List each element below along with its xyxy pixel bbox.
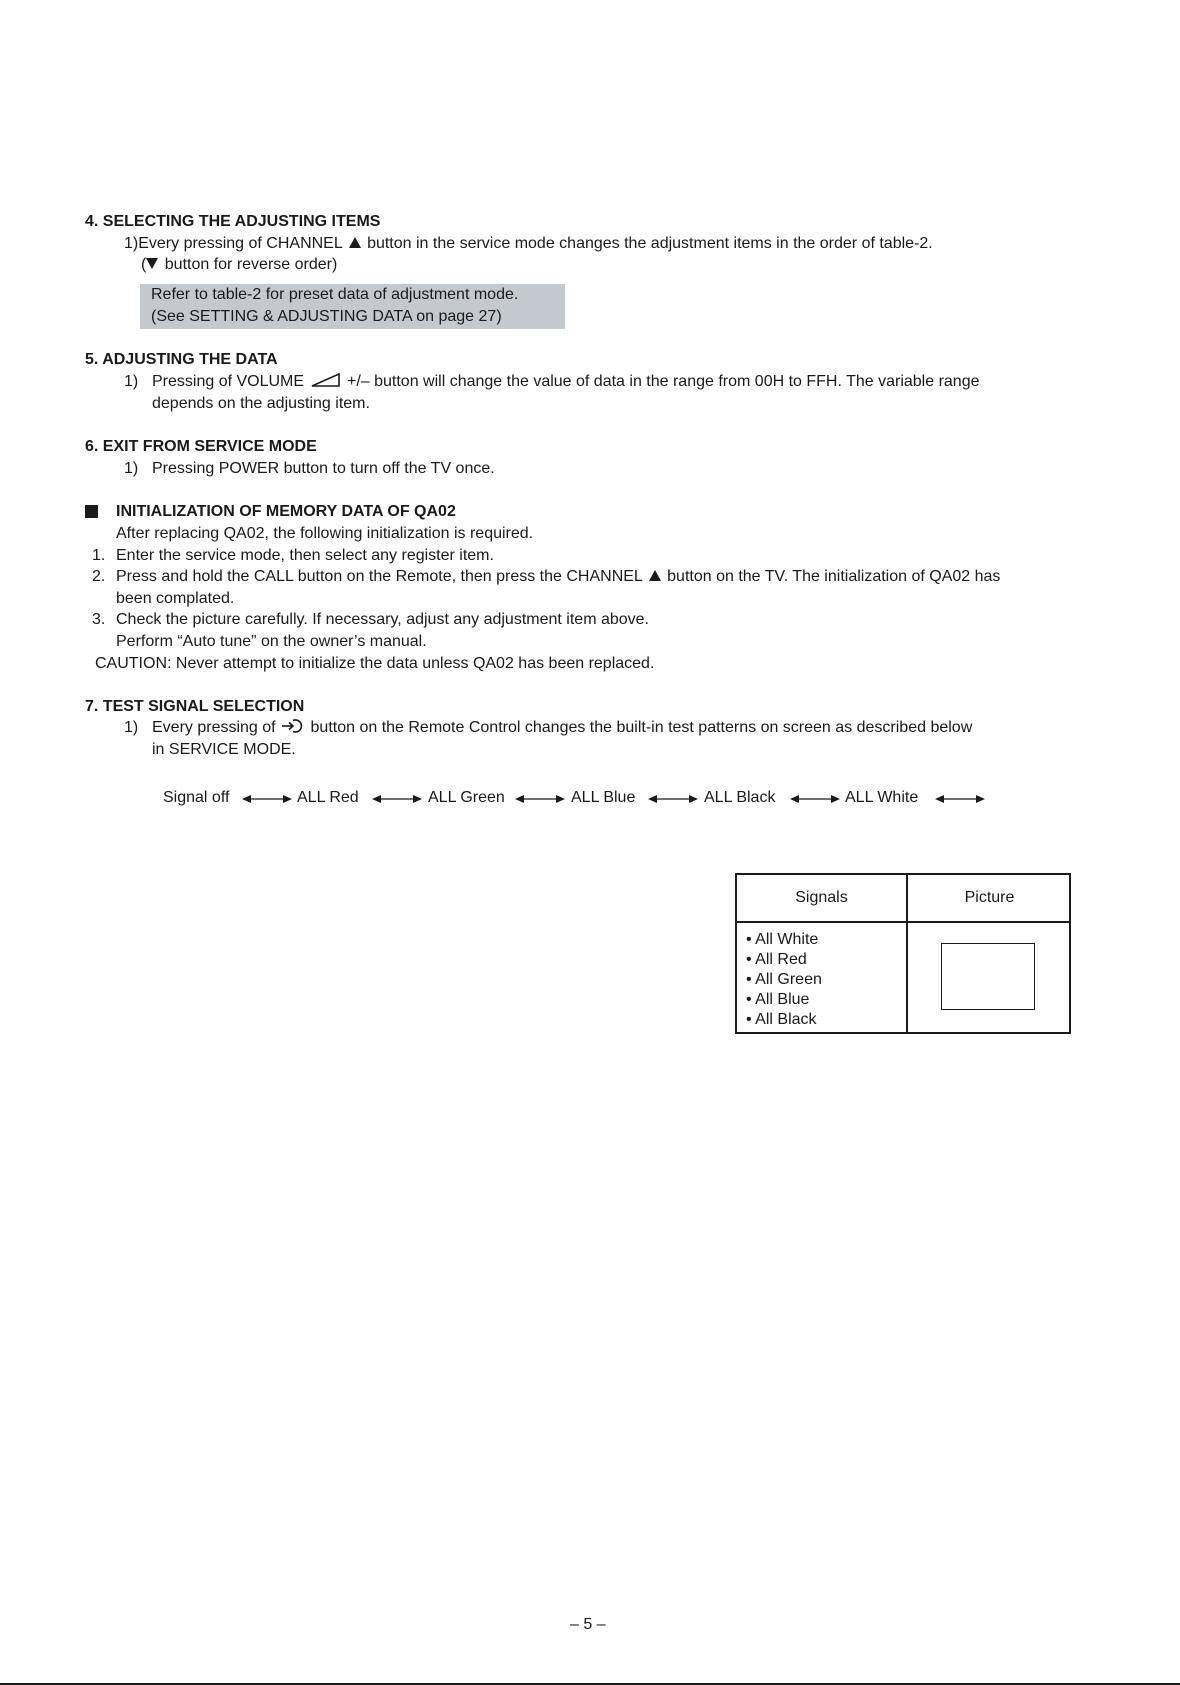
flow-signal-off: Signal off xyxy=(163,789,230,806)
section-5-title: 5. ADJUSTING THE DATA xyxy=(85,351,278,368)
init-step-2-num: 2. xyxy=(92,568,106,585)
double-arrow-icon xyxy=(372,793,422,805)
init-step-3-num: 3. xyxy=(92,611,106,628)
double-arrow-icon xyxy=(515,793,565,805)
double-arrow-icon xyxy=(648,793,698,805)
section-4-line-1 xyxy=(124,233,933,255)
section-5-line-1-post: +/– button will change the value of data in the range from 00H to FFH. The variable range xyxy=(346,373,980,390)
double-arrow-icon xyxy=(242,793,292,805)
init-step-3: Check the picture carefully. If necessary, adjust any adjustment item above. xyxy=(116,611,649,628)
section-4-title: 4. SELECTING THE ADJUSTING ITEMS xyxy=(85,213,381,230)
init-step-2 xyxy=(116,566,1000,588)
init-caution: CAUTION: Never attempt to initialize the data unless QA02 has been replaced. xyxy=(95,655,655,672)
flow-all-green: ALL Green xyxy=(428,789,505,806)
section-5-num: 1) xyxy=(124,373,139,390)
section-7-title: 7. TEST SIGNAL SELECTION xyxy=(85,698,305,715)
section-4-line-2-pre: ( xyxy=(141,256,147,273)
section-5-line-2: depends on the adjusting item. xyxy=(152,395,370,412)
input-select-icon xyxy=(281,718,305,734)
section-5-line-1-pre: Pressing of VOLUME xyxy=(152,373,305,390)
double-arrow-icon xyxy=(790,793,840,805)
section-4-line-2-post: button for reverse order) xyxy=(164,256,338,273)
section-4-line-1-pre: 1)Every pressing of CHANNEL xyxy=(124,235,343,252)
section-7-line-1-post: button on the Remote Control changes the built-in test patterns on screen as described below xyxy=(310,719,973,736)
init-title: INITIALIZATION OF MEMORY DATA OF QA02 xyxy=(116,503,456,520)
init-intro: After replacing QA02, the following initialization is required. xyxy=(116,525,534,542)
init-step-2-pre: Press and hold the CALL button on the Remote, then press the CHANNEL xyxy=(116,568,643,585)
section-6-num: 1) xyxy=(124,460,139,477)
flow-all-red: ALL Red xyxy=(297,789,359,806)
channel-down-icon xyxy=(146,258,158,269)
section-7-line-1 xyxy=(152,717,972,739)
init-step-2-cont: been complated. xyxy=(116,590,235,607)
picture-screen-box xyxy=(941,943,1035,1010)
double-arrow-icon xyxy=(935,793,985,805)
table-header-signals: Signals xyxy=(795,889,848,906)
channel-up-icon xyxy=(349,237,361,248)
signal-item: • All White xyxy=(746,931,819,948)
volume-icon xyxy=(311,373,341,387)
section-6-line-1: Pressing POWER button to turn off the TV once. xyxy=(152,460,495,477)
section-7-line-1-pre: Every pressing of xyxy=(152,719,276,736)
signals-table xyxy=(735,873,1071,1034)
signal-item: • All Green xyxy=(746,971,822,988)
section-5-line-1 xyxy=(152,371,980,393)
page-number: – 5 – xyxy=(570,1616,606,1633)
signal-item: • All Blue xyxy=(746,991,810,1008)
init-step-1: Enter the service mode, then select any register item. xyxy=(116,547,494,564)
section-4-line-2 xyxy=(141,254,337,276)
init-step-2-post: button on the TV. The initialization of QA02 has xyxy=(667,568,1001,585)
section-6-title: 6. EXIT FROM SERVICE MODE xyxy=(85,438,317,455)
signal-item: • All Black xyxy=(746,1011,817,1028)
section-4-line-1-post: button in the service mode changes the adjustment items in the order of table-2. xyxy=(367,235,933,252)
flow-all-black: ALL Black xyxy=(704,789,776,806)
section-7-num: 1) xyxy=(124,719,139,736)
section-7-line-2: in SERVICE MODE. xyxy=(152,741,296,758)
square-bullet-icon xyxy=(85,505,98,518)
flow-all-white: ALL White xyxy=(845,789,919,806)
preset-note-line-2: (See SETTING & ADJUSTING DATA on page 27) xyxy=(151,308,502,325)
signals-list xyxy=(746,930,822,1030)
channel-up-icon xyxy=(649,570,661,581)
init-step-1-num: 1. xyxy=(92,547,106,564)
signal-item: • All Red xyxy=(746,951,807,968)
preset-note-line-1: Refer to table-2 for preset data of adjustment mode. xyxy=(151,286,519,303)
table-header-picture: Picture xyxy=(964,889,1015,906)
table-divider xyxy=(737,921,1069,923)
init-step-3-cont: Perform “Auto tune” on the owner’s manual. xyxy=(116,633,427,650)
flow-all-blue: ALL Blue xyxy=(571,789,636,806)
